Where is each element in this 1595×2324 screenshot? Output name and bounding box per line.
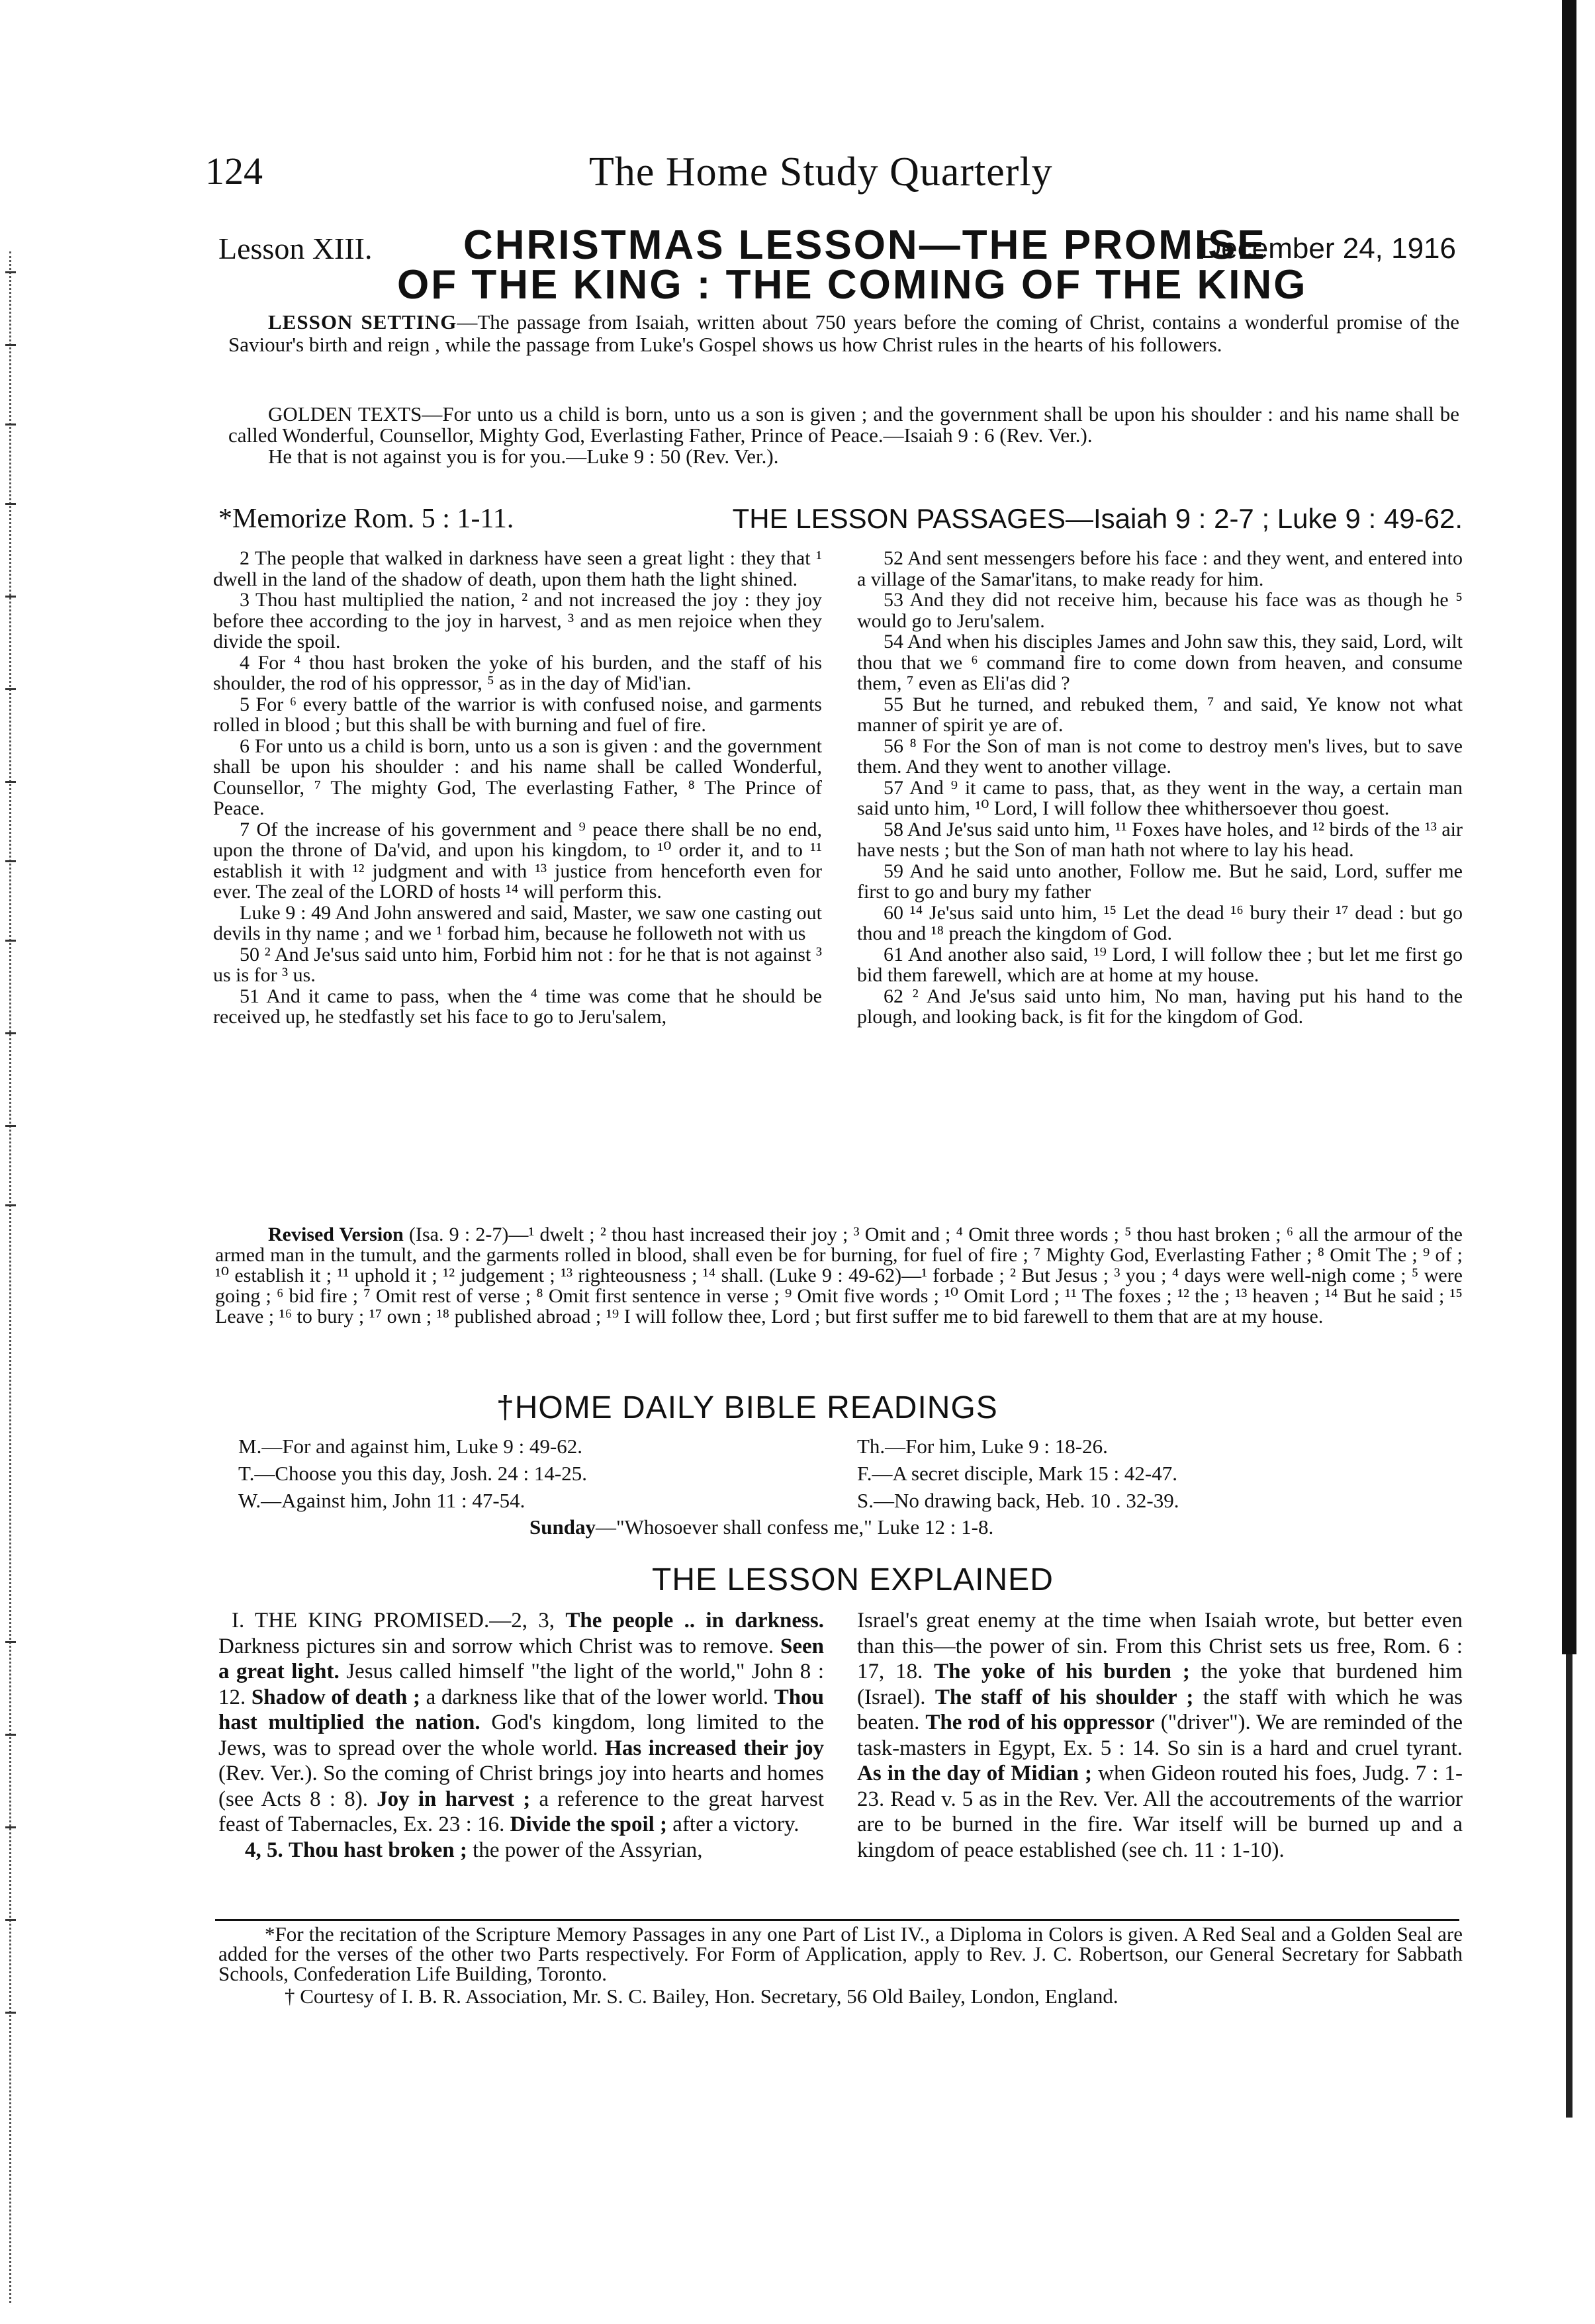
bold-phrase: As in the day of Midian ; (857, 1762, 1093, 1785)
margin-mark (5, 596, 16, 598)
reading-item: M.—For and against him, Luke 9 : 49-62. (238, 1435, 583, 1458)
margin-mark (5, 781, 16, 783)
bold-phrase: Joy in harvest ; (377, 1787, 531, 1811)
verse: 54 And when his disciples James and John saw this, they said, Lord, wilt thou that we ⁶ command fire to come down from heaven, and consume them, ⁷ even as Eli'as did ? (857, 631, 1463, 694)
bold-phrase: Has increased their joy (605, 1736, 824, 1760)
margin-mark (5, 424, 16, 425)
verse: 58 And Je'sus said unto him, ¹¹ Foxes have holes, and ¹² birds of the ¹³ air have nests ; but the Son of man hath not where to lay his head. (857, 818, 1463, 861)
explanation-text: a darkness like that of the lower world. (420, 1685, 774, 1709)
lesson-title-line1: CHRISTMAS LESSON—THE PROMISE (463, 222, 1267, 268)
revised-version-label: Revised Version (268, 1224, 404, 1245)
scan-left-margin-marks (9, 251, 14, 2303)
bold-phrase: Seen a great light. (218, 1634, 824, 1683)
verse: 3 Thou hast multiplied the nation, ² and not increased the joy : they joy before thee according to the joy in harvest, ³ and as men rejoice when they divide the spoil. (213, 589, 822, 652)
margin-mark (5, 344, 16, 346)
verse: 2 The people that walked in darkness have seen a great light : they that ¹ dwell in the land of the shadow of death, upon them hath the light shined. (213, 547, 822, 590)
reading-item: S.—No drawing back, Heb. 10 . 32-39. (857, 1489, 1179, 1512)
explanation-text: a reference to the great harvest feast of Tabernacles, Ex. 23 : 16. (218, 1787, 824, 1836)
explained-left-column (218, 1608, 824, 1863)
lesson-setting-text: —The passage from Isaiah, written about 750 years before the coming of Christ, contains a wonderful promise of the Saviour's birth and reign , while the passage from Luke's Gospel shows us how Christ rules in the hearts of his followers. (228, 310, 1460, 356)
margin-mark (5, 1734, 16, 1736)
lesson-title-line2: OF THE KING : THE COMING OF THE KING (397, 262, 1308, 308)
verse: 50 ² And Je'sus said unto him, Forbid him not : for he that is not against ³ us is for ³ us. (213, 943, 822, 986)
verse: 62 ² And Je'sus said unto him, No man, having put his hand to the plough, and looking back, is fit for the kingdom of God. (857, 985, 1463, 1028)
lesson-number: Lesson XIII. (218, 232, 373, 265)
footnote-divider (215, 1919, 1459, 1921)
memorize-note: *Memorize Rom. 5 : 1-11. (218, 504, 514, 534)
verse: 57 And ⁹ it came to pass, that, as they went in the way, a certain man said unto him, ¹⁰ Lord, I will follow thee whithersoever thou goest. (857, 776, 1463, 819)
page-number: 124 (205, 150, 263, 193)
running-title: The Home Study Quarterly (589, 150, 1053, 195)
sunday-reading (529, 1515, 993, 1539)
revised-version-notes (215, 1224, 1463, 1327)
scan-edge-bar-lower (1566, 1654, 1572, 2118)
verse: 61 And another also said, ¹⁹ Lord, I will follow thee ; but let me first go bid them farewell, which are at home at my house. (857, 943, 1463, 986)
explanation-text: when Gideon routed his foes, Judg. 7 : 1-23. Read v. 5 as in the Rev. Ver. All the accoutrements of the warrior are to be burned in the fire. War itself will be burned up and a kingdom of peace established (see ch. 11 : 1-10). (857, 1762, 1463, 1862)
golden-text-2: He that is not against you is for you.—Luke 9 : 50 (Rev. Ver.). (268, 445, 779, 468)
reading-item: W.—Against him, John 11 : 47-54. (238, 1489, 525, 1512)
explanation-text: Israel's great enemy at the time when Isaiah wrote, but better even than this—the power of sin. From this Christ sets us free, Rom. 6 : 17, 18. (857, 1609, 1463, 1683)
verse: 60 ¹⁴ Je'sus said unto him, ¹⁵ Let the dead ¹⁶ bury their ¹⁷ dead : but go thou and ¹⁸ preach the kingdom of God. (857, 901, 1463, 944)
verse: 52 And sent messengers before his face : and they went, and entered into a village of the Samar'itans, to make ready for him. (857, 547, 1463, 590)
bold-phrase: The rod of his oppressor (925, 1711, 1155, 1734)
verse: 56 ⁸ For the Son of man is not come to destroy men's lives, but to save them. And they went to another village. (857, 735, 1463, 778)
margin-mark (5, 1641, 16, 1643)
verse: Luke 9 : 49 And John answered and said, Master, we saw one casting out devils in thy name ; and we ¹ forbad him, because he followeth not with us (213, 901, 822, 944)
margin-mark (5, 1826, 16, 1828)
reading-item: T.—Choose you this day, Josh. 24 : 14-25. (238, 1462, 587, 1485)
explanation-text: after a victory. (667, 1812, 799, 1836)
verse: 6 For unto us a child is born, unto us a son is given : and the government shall be upon his shoulder : and his name shall be called Wonderful, Counsellor, ⁷ The mighty God, The everlasting Father, ⁸ The Prince of Peace. (213, 735, 822, 819)
section-heading: I. THE KING PROMISED.—2, 3, (232, 1609, 566, 1632)
margin-mark (5, 860, 16, 862)
verse: 4 For ⁴ thou hast broken the yoke of his burden, and the staff of his shoulder, the rod of his oppressor, ⁵ as in the day of Mid'ian. (213, 651, 822, 694)
explanation-text: the staff with which he was beaten. (857, 1685, 1463, 1734)
margin-mark (5, 1204, 16, 1206)
explained-right-column (857, 1608, 1463, 1863)
footnotes (218, 1924, 1463, 2006)
reading-item: F.—A secret disciple, Mark 15 : 42-47. (857, 1462, 1177, 1485)
verse: 55 But he turned, and rebuked them, ⁷ and said, Ye know not what manner of spirit ye are of. (857, 693, 1463, 736)
verse: 7 Of the increase of his government and ⁹ peace there shall be no end, upon the throne of Da'vid, and upon his kingdom, to ¹⁰ order it, and to ¹¹ establish it with ¹² judgment and with ¹³ justice from henceforth even for ever. The zeal of the LORD of hosts ¹⁴ will perform this. (213, 818, 822, 903)
readings-title: †HOME DAILY BIBLE READINGS (496, 1390, 998, 1425)
page-header (205, 149, 1463, 208)
margin-mark (5, 1032, 16, 1034)
verse: 51 And it came to pass, when the ⁴ time was come that he should be received up, he stedfastly set his face to go to Jeru'salem, (213, 985, 822, 1028)
explanation-text: (Rev. Ver.). So the coming of Christ brings joy into hearts and homes (see Acts 8 : 8). (218, 1762, 824, 1811)
explained-title: THE LESSON EXPLAINED (652, 1562, 1054, 1597)
explanation-text: God's kingdom, long limited to the Jews, was to spread over the whole world. (218, 1711, 824, 1760)
bold-phrase: Thou hast broken ; (289, 1838, 467, 1862)
margin-mark (5, 688, 16, 690)
bold-phrase: Shadow of death ; (251, 1685, 420, 1709)
passages-title: THE LESSON PASSAGES—Isaiah 9 : 2-7 ; Luke 9 : 49-62. (732, 503, 1463, 534)
explanation-text: the yoke that burdened him (Israel). (857, 1660, 1463, 1709)
scan-edge-bar (1562, 0, 1576, 1654)
margin-mark (5, 503, 16, 505)
lesson-setting-label: LESSON SETTING (268, 310, 457, 334)
footnote-memory: *For the recitation of the Scripture Memory Passages in any one Part of List IV., a Diploma in Colors is given. A Red Seal and a Golden Seal are added for the verses of the other two Parts respectively. For Form of Application, apply to Rev. J. C. Robertson, our General Secretary for Sabbath Schools, Confederation Life Building, Toronto. (218, 1922, 1463, 1985)
lesson-date: December 24, 1916 (1200, 232, 1456, 265)
margin-mark (5, 940, 16, 942)
golden-texts (228, 404, 1459, 467)
reading-item: Th.—For him, Luke 9 : 18-26. (857, 1435, 1108, 1458)
bold-phrase: The yoke of his burden ; (934, 1660, 1190, 1683)
explanation-text: ("driver"). We are reminded of the task-masters in Egypt, Ex. 5 : 14. So sin is a hard and cruel tyrant. (857, 1711, 1463, 1760)
sunday-text: —"Whosoever shall confess me," Luke 12 : 1-8. (595, 1515, 994, 1539)
explanation-text: the power of the Assyrian, (467, 1838, 703, 1862)
margin-mark (5, 2012, 16, 2014)
explanation-text: Darkness pictures sin and sorrow which Christ was to remove. (218, 1634, 780, 1658)
margin-mark (5, 1125, 16, 1127)
explanation-text: Jesus called himself "the light of the world," John 8 : 12. (218, 1660, 824, 1709)
margin-mark (5, 271, 16, 273)
passages-right-column (857, 548, 1463, 1028)
bold-phrase: Thou hast multiplied the nation. (218, 1685, 825, 1734)
passages-heading (218, 503, 1463, 536)
sunday-label: Sunday (529, 1515, 596, 1539)
bold-phrase: Divide the spoil ; (510, 1812, 668, 1836)
footnote-courtesy: † Courtesy of I. B. R. Association, Mr. S. C. Bailey, Hon. Secretary, 56 Old Bailey, London, England. (285, 1985, 1118, 2008)
verse: 59 And he said unto another, Follow me. But he said, Lord, suffer me first to go and bury my father (857, 860, 1463, 903)
golden-text-1: GOLDEN TEXTS—For unto us a child is born, unto us a son is given ; and the government shall be upon his shoulder : and his name shall be called Wonderful, Counsellor, Mighty God, Everlasting Father, Prince of Peace.—Isaiah 9 : 6 (Rev. Ver.). (228, 402, 1459, 447)
passages-left-column (213, 548, 822, 1028)
bold-phrase: The staff of his shoulder ; (934, 1685, 1194, 1709)
verse: 5 For ⁶ every battle of the warrior is with confused noise, and garments rolled in blood ; but this shall be with burning and fuel of fire. (213, 693, 822, 736)
lesson-setting (228, 311, 1459, 356)
revised-version-text: (Isa. 9 : 2-7)—¹ dwelt ; ² thou hast increased their joy ; ³ Omit and ; ⁴ Omit three words ; ⁵ thou hast broken ; ⁶ all the armour of the armed man in the tumult, and the garments rolled in blood, shall even be for burning, for fuel of fire ; ⁷ Mighty God, Everlasting Father ; ⁸ Omit The ; ⁹ of ; ¹⁰ establish it ; ¹¹ uphold it ; ¹² judgement ; ¹³ righteousness ; ¹⁴ shall. (Luke 9 : 49-62)—¹ forbade ; ² But Jesus ; ³ you ; ⁴ days were well-nigh come ; ⁵ were going ; ⁶ bid fire ; ⁷ Omit rest of verse ; ⁸ Omit first sentence in verse ; ⁹ Omit five words ; ¹⁰ Omit Lord ; ¹¹ The foxes ; ¹² the ; ¹³ heaven ; ¹⁴ But he said ; ¹⁵ Leave ; ¹⁶ to bury ; ¹⁷ own ; ¹⁸ published abroad ; ¹⁹ I will follow thee, Lord ; but first suffer me to bid farewell to them that are at my house. (215, 1224, 1463, 1327)
verse-ref: 4, 5. (245, 1838, 283, 1862)
margin-mark (5, 1919, 16, 1921)
bold-phrase: The people .. in darkness. (565, 1609, 824, 1632)
verse: 53 And they did not receive him, because his face was as though he ⁵ would go to Jeru'salem. (857, 589, 1463, 632)
